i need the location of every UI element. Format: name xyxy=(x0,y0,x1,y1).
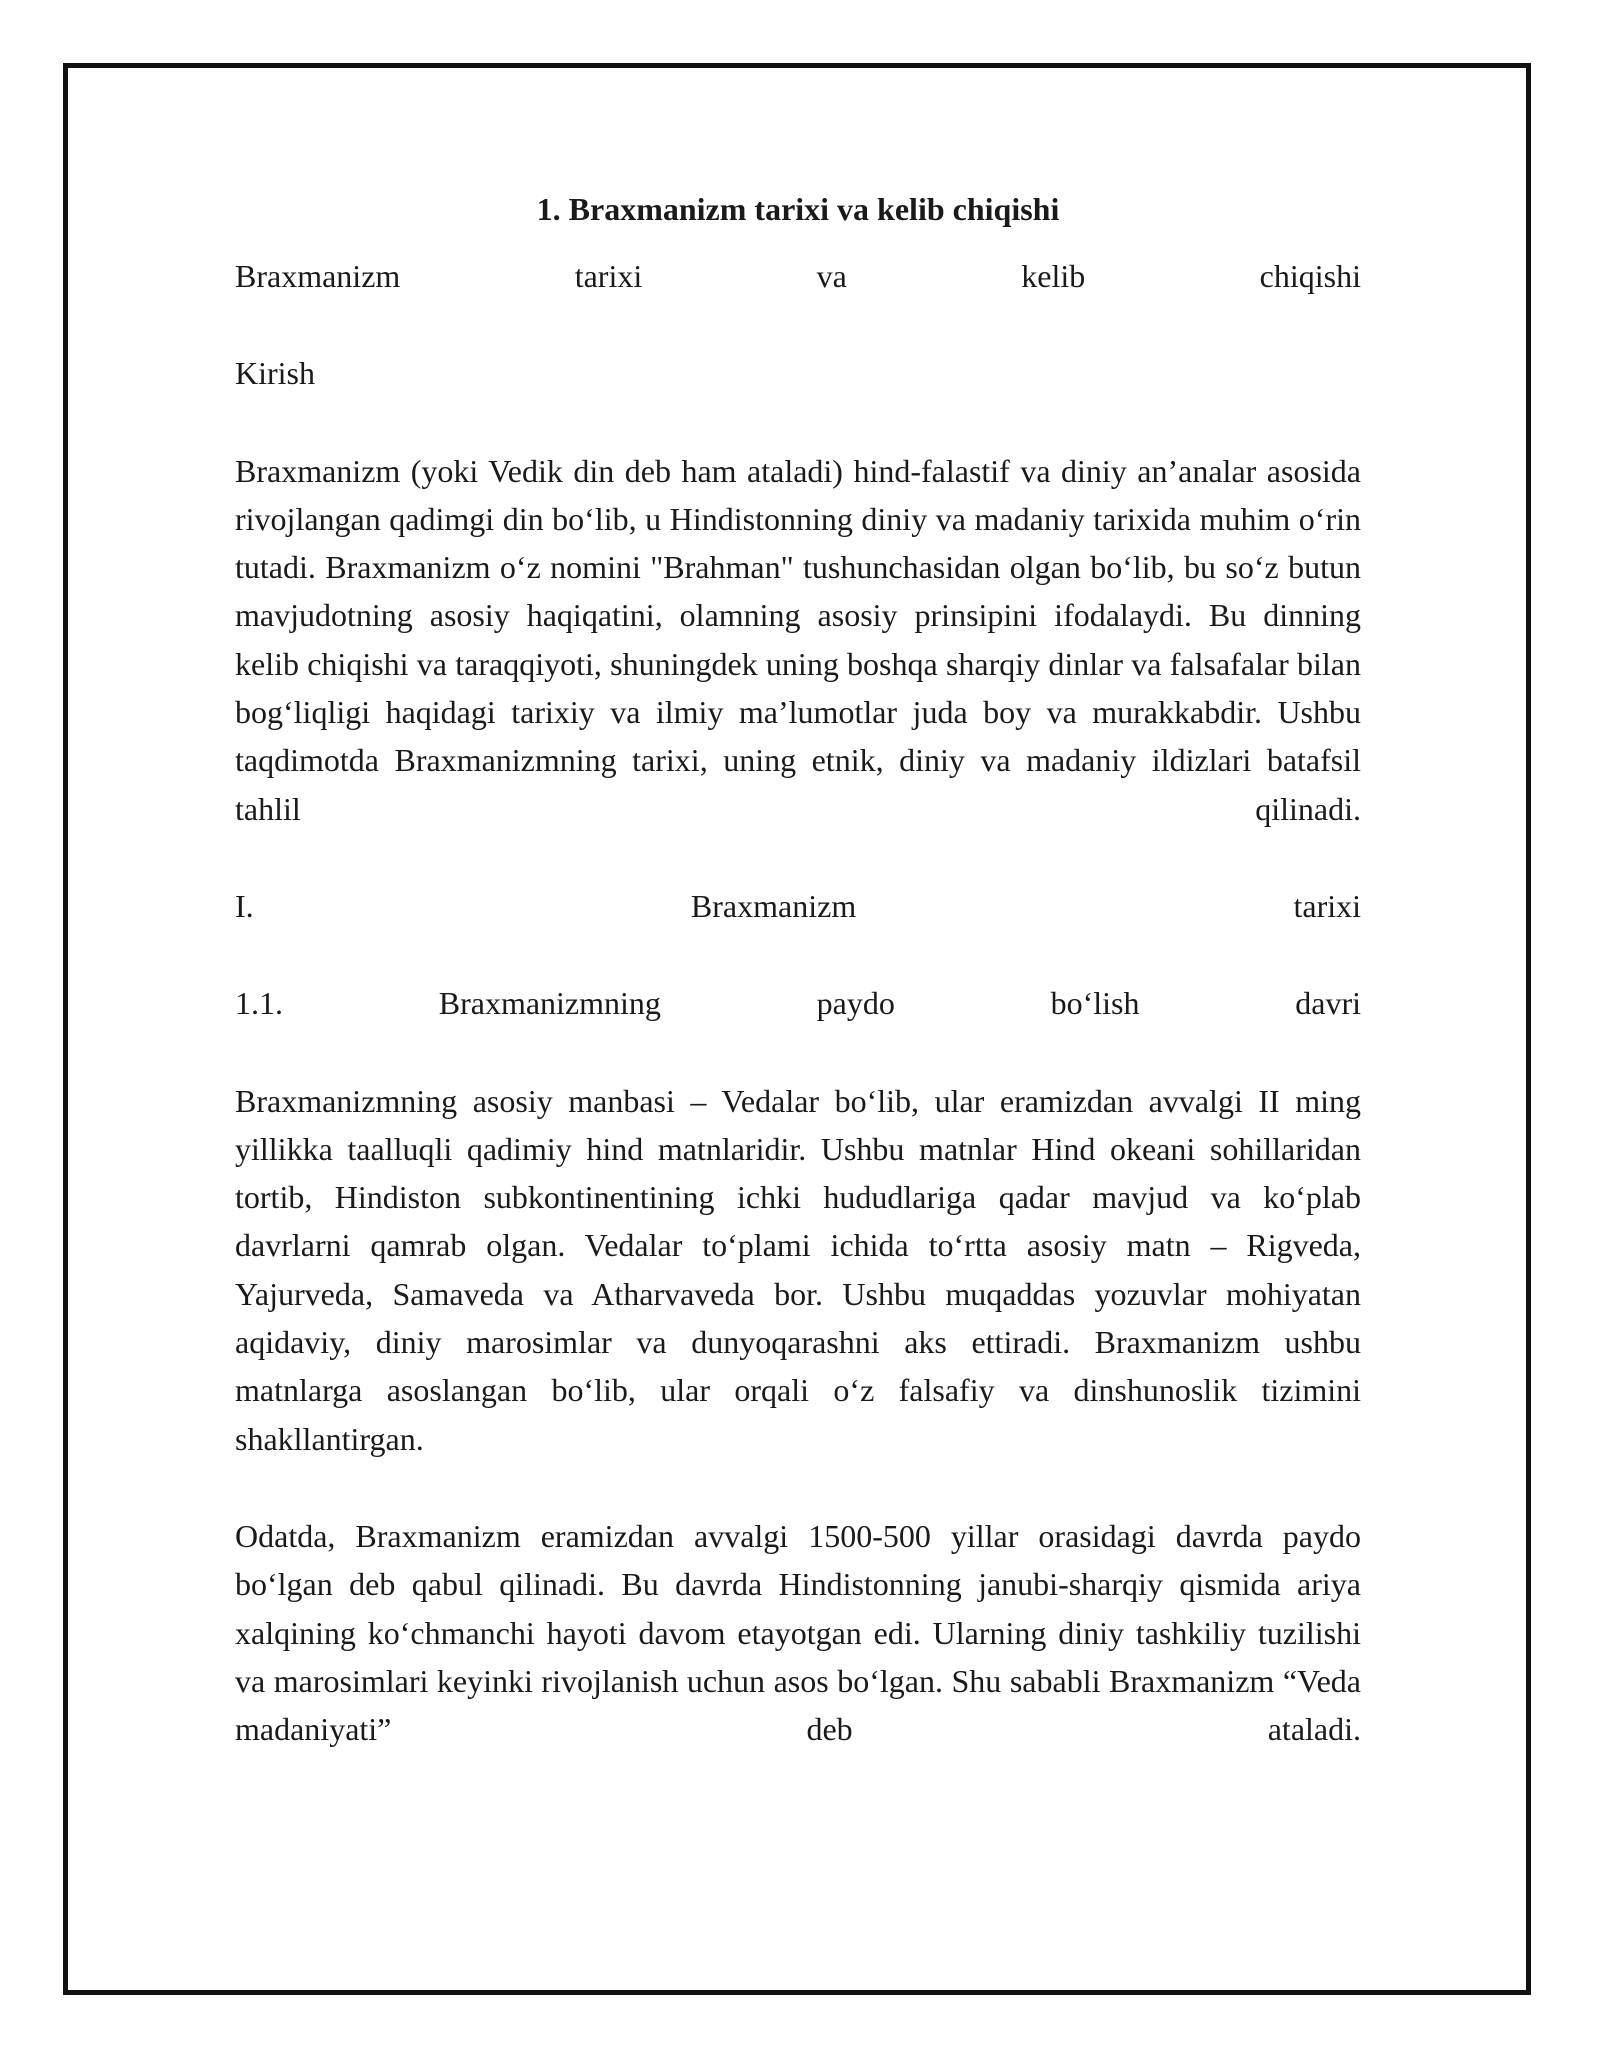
document-title: 1. Braxmanizm tarixi va kelib chiqishi xyxy=(536,191,1060,227)
subsection-heading-1-1: 1.1. Braxmanizmning paydo bo‘lish davri xyxy=(235,985,1361,1022)
intro-paragraph: Braxmanizm (yoki Vedik din deb ham ataladi) hind-falastif va diniy an’analar asosida rivojlangan qadimgi din bo‘lib, u Hindistonning diniy va madaniy tarixida muhim o‘rin tutadi. Braxmanizm o‘z nomini "Brahman" tushunchasidan olgan bo‘lib, bu so‘z butun mavjudotning asosiy haqiqatini, olamning asosiy prinsipini ifodalaydi. Bu dinning kelib chiqishi va taraqqiyoti, shuningdek uning boshqa sharqiy dinlar va falsafalar bilan bog‘liqligi haqidagi tarixiy va ilmiy ma’lumotlar juda boy va murakkabdir. Ushbu taqdimotda Braxmanizmning tarixi, uning etnik, diniy va madaniy ildizlari batafsil tahlil qilinadi. xyxy=(235,452,1361,827)
subtitle-line: Braxmanizm tarixi va kelib chiqishi xyxy=(235,258,1361,294)
document-body xyxy=(235,185,1361,1802)
body-paragraph-davr: Odatda, Braxmanizm eramizdan avvalgi 1500-500 yillar orasidagi davrda paydo bo‘lgan deb qabul qilinadi. Bu davrda Hindistonning janubi-sharqiy qismida ariya xalqining ko‘chmanchi hayoti davom etayotgan edi. Ularning diniy tashkiliy tuzilishi va marosimlari keyinki rivojlanish uchun asos bo‘lgan. Shu sababli Braxmanizm “Veda madaniyati” deb ataladi. xyxy=(235,1517,1361,1748)
body-paragraph-vedalar: Braxmanizmning asosiy manbasi – Vedalar bo‘lib, ular eramizdan avvalgi II ming yillikka taalluqli qadimiy hind matnlaridir. Ushbu matnlar Hind okeani sohillaridan tortib, Hindiston subkontinentining ichki hududlariga qadar mavjud va ko‘plab davrlarni qamrab olgan. Vedalar to‘plami ichida to‘rtta asosiy matn – Rigveda, Yajurveda, Samaveda va Atharvaveda bor. Ushbu muqaddas yozuvlar mohiyatan aqidaviy, diniy marosimlar va dunyoqarashni aks ettiradi. Braxmanizm ushbu matnlarga asoslangan bo‘lib, ular orqali o‘z falsafiy va dinshunoslik tizimini shakllantirgan. xyxy=(235,1082,1361,1457)
section-heading-1: I. Braxmanizm tarixi xyxy=(235,887,1361,924)
section-heading-kirish: Kirish xyxy=(235,355,315,392)
